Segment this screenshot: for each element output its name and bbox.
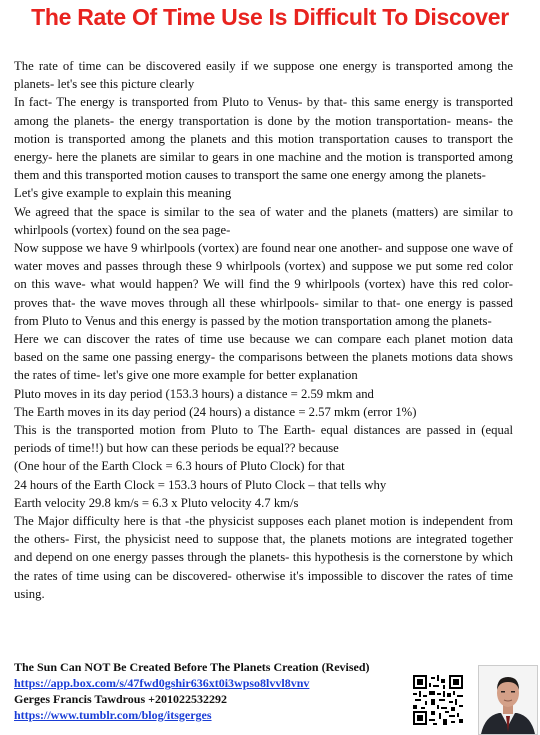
paragraph: Here we can discover the rates of time use because we can compare each planet motion data based on the same one passing energy- the comparisons between the planets motions data shows the rates of time- let's give one more example for better explanation [14,332,513,383]
qr-code-icon [413,675,463,725]
paragraph: We agreed that the space is similar to the sea of water and the planets (matters) are similar to whirlpools (vortex) found on the sea page- [14,204,513,237]
page-title: The Rate Of Time Use Is Difficult To Discover [31,4,509,30]
book-title: The Sun Can NOT Be Created Before The Planets Creation (Revised) [14,660,370,674]
paragraph: The rate of time can be discovered easily if we suppose one energy is transported among the planets- let's see this picture clearly [14,59,513,92]
paragraph: (One hour of the Earth Clock = 6.3 hours of Pluto Clock) for that [14,459,345,474]
paragraph: Let's give example to explain this meaning [14,186,232,201]
footer [14,659,414,723]
box-link[interactable]: https://app.box.com/s/47fwd0gshir636xt0i3wpso8lvvl8vnv [14,676,310,690]
paragraph: This is the transported motion from Pluto to The Earth- equal distances are passed in (equal periods of time!!) but how can these periods be equal?? because [14,423,513,456]
paragraph: Now suppose we have 9 whirlpools (vortex) are found near one another- and suppose one wave of water moves and passes through these 9 whirlpools (vortex) and suppose we put some red color on this wave- what would happen? We will find the 9 whirlpools (vortex) have this red color- proves that- the wave moves through all these whirlpools- similar to that- one energy is passed from Pluto to Venus and this energy is passed by the motion transportation among the planets- [14,241,513,328]
paragraph: The Earth moves in its day period (24 hours) a distance = 2.57 mkm (error 1%) [14,404,417,419]
paragraph: 24 hours of the Earth Clock = 153.3 hours of Pluto Clock – that tells why [14,477,387,492]
paragraph: Pluto moves in its day period (153.3 hours) a distance = 2.59 mkm and [14,386,374,401]
author-contact: Gerges Francis Tawdrous +201022532292 [14,692,227,706]
author-photo [478,665,538,735]
article-body [14,57,513,603]
paragraph: Earth velocity 29.8 km/s = 6.3 x Pluto velocity 4.7 km/s [14,495,299,510]
paragraph: In fact- The energy is transported from Pluto to Venus- by that- this same energy is transported among the planets- the energy transportation is done by the motion transportation- means- the motion is transported among the planets and this motion transportation causes to transport the energy- here the planets are similar to gears in one machine and the motion is transported among them and this transported motion causes to transport the same one energy among the planets- [14,95,513,183]
paragraph: The Major difficulty here is that -the physicist supposes each planet motion is independent from the others- First, the physicist need to suppose that, the planets motions are integrated together and depend on one energy passes through the planets- this hypothesis is the cornerstone by which the rates of time using can be discovered- otherwise it's impossible to discover the rates of time using. [14,514,513,601]
tumblr-link[interactable]: https://www.tumblr.com/blog/itsgerges [14,708,212,722]
